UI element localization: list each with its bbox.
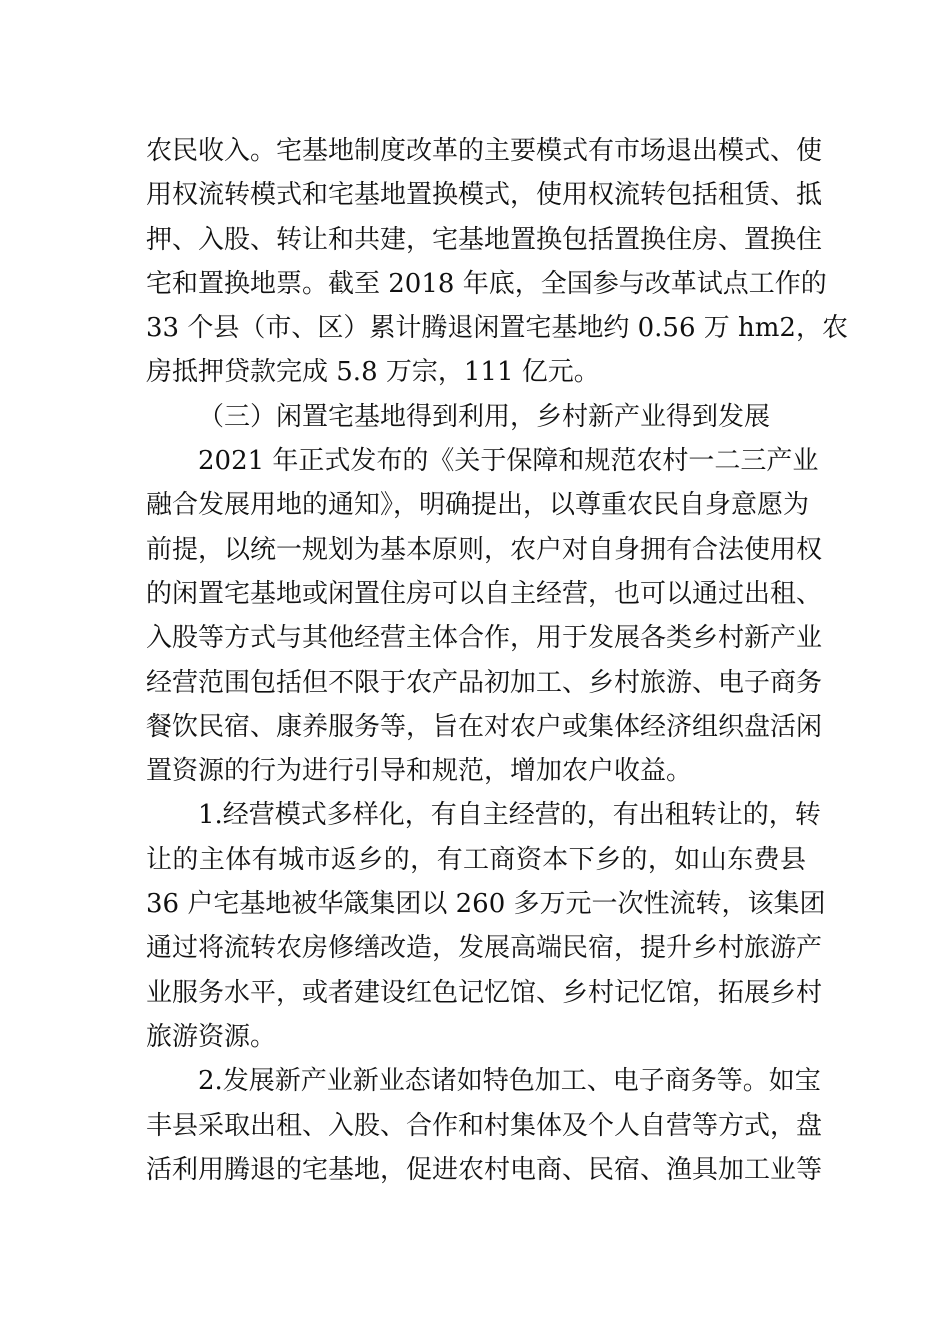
text-line: 前提，以统一规划为基本原则，农户对自身拥有合法使用权 [146, 534, 823, 565]
text-line: 活利用腾退的宅基地，促进农村电商、民宿、渔具加工业等 [146, 1154, 823, 1185]
text-line: 业服务水平，或者建设红色记忆馆、乡村记忆馆，拓展乡村 [146, 977, 823, 1008]
section-heading: （三）闲置宅基地得到利用，乡村新产业得到发展 [198, 401, 771, 432]
text-line: 2.发展新产业新业态诸如特色加工、电子商务等。如宝 [198, 1066, 821, 1097]
text-line: 36 户宅基地被华箴集团以 260 多万元一次性流转，该集团 [146, 889, 826, 920]
paragraph-2 [146, 439, 823, 793]
text-line: 置资源的行为进行引导和规范，增加农户收益。 [146, 756, 693, 787]
text-line: 农民收入。宅基地制度改革的主要模式有市场退出模式、使 [146, 136, 823, 166]
text-line: 押、入股、转让和共建，宅基地置换包括置换住房、置换住 [146, 224, 823, 255]
text-line: 入股等方式与其他经营主体合作，用于发展各类乡村新产业 [146, 623, 823, 654]
text-line: 旅游资源。 [146, 1021, 277, 1052]
text-line: 1.经营模式多样化，有自主经营的，有出租转让的，转 [198, 800, 821, 831]
text-line: 用权流转模式和宅基地置换模式，使用权流转包括租赁、抵 [146, 180, 823, 211]
text-line: 2021 年正式发布的《关于保障和规范农村一二三产业 [198, 446, 819, 477]
text-line: 经营范围包括但不限于农产品初加工、乡村旅游、电子商务 [146, 667, 823, 698]
text-line: 通过将流转农房修缮改造，发展高端民宿，提升乡村旅游产 [146, 933, 823, 964]
text-line: 宅和置换地票。截至 2018 年底，全国参与改革试点工作的 [146, 268, 827, 299]
paragraph-3 [146, 793, 826, 1059]
text-line: 房抵押贷款完成 5.8 万宗，111 亿元。 [146, 357, 600, 388]
text-line: 融合发展用地的通知》，明确提出，以尊重农民自身意愿为 [146, 490, 810, 521]
paragraph-1 [146, 129, 848, 395]
document-body [146, 129, 848, 1192]
text-line: 让的主体有城市返乡的，有工商资本下乡的，如山东费县 [146, 844, 806, 875]
text-line: 的闲置宅基地或闲置住房可以自主经营，也可以通过出租、 [146, 578, 823, 609]
text-line: 餐饮民宿、康养服务等，旨在对农户或集体经济组织盘活闲 [146, 711, 823, 742]
text-line: 33 个县（市、区）累计腾退闲置宅基地约 0.56 万 hm2，农 [146, 313, 848, 344]
paragraph-4 [146, 1059, 823, 1192]
text-line: 丰县采取出租、入股、合作和村集体及个人自营等方式，盘 [146, 1110, 823, 1141]
